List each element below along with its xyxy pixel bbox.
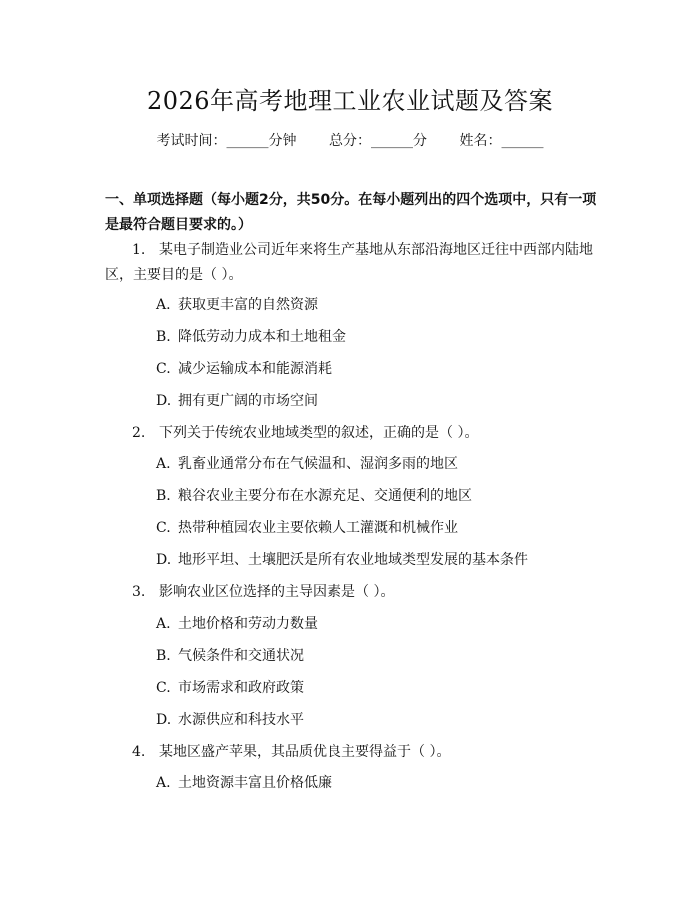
option-letter: C. xyxy=(156,680,171,696)
option-letter: A. xyxy=(156,775,171,791)
option-text: 水源供应和科技水平 xyxy=(178,712,304,728)
option-letter: A. xyxy=(156,616,171,632)
option-letter: A. xyxy=(156,456,171,472)
option-2b xyxy=(156,485,616,507)
option-2d xyxy=(156,549,616,571)
question-stem: 下列关于传统农业地域类型的叙述，正确的是（ ）。 xyxy=(159,425,479,441)
option-3c xyxy=(156,677,616,699)
option-1b xyxy=(156,326,616,348)
option-3a xyxy=(156,613,616,635)
section-heading: 一、单项选择题（每小题2分，共50分。在每小题列出的四个选项中，只有一项是最符合题目要求的。） xyxy=(105,192,597,233)
question-1 xyxy=(105,238,600,288)
option-letter: D. xyxy=(156,552,172,568)
option-letter: B. xyxy=(156,488,171,504)
option-letter: B. xyxy=(156,329,171,345)
option-text: 市场需求和政府政策 xyxy=(178,680,304,696)
option-3d xyxy=(156,709,616,731)
option-text: 获取更丰富的自然资源 xyxy=(178,297,318,313)
exam-meta-row xyxy=(0,131,700,151)
option-letter: D. xyxy=(156,393,172,409)
question-stem: 某地区盛产苹果，其品质优良主要得益于（ ）。 xyxy=(159,744,451,760)
option-text: 气候条件和交通状况 xyxy=(178,648,304,664)
option-2c xyxy=(156,517,616,539)
question-stem: 影响农业区位选择的主导因素是（ ）。 xyxy=(159,584,395,600)
question-number: 2. xyxy=(132,425,146,441)
total-score-field: 总分：______分 xyxy=(329,133,427,149)
option-1a xyxy=(156,294,616,316)
student-name-field: 姓名：______ xyxy=(459,133,544,149)
option-letter: B. xyxy=(156,648,171,664)
question-number: 3. xyxy=(132,584,146,600)
option-letter: D. xyxy=(156,712,172,728)
document-title: 2026年高考地理工业农业试题及答案 xyxy=(146,87,554,115)
option-3b xyxy=(156,645,616,667)
option-1c xyxy=(156,358,616,380)
question-4 xyxy=(105,740,600,765)
option-text: 拥有更广阔的市场空间 xyxy=(178,393,318,409)
option-letter: A. xyxy=(156,297,171,313)
option-text: 热带种植园农业主要依赖人工灌溉和机械作业 xyxy=(178,520,458,536)
option-2a xyxy=(156,453,616,475)
option-text: 乳畜业通常分布在气候温和、湿润多雨的地区 xyxy=(178,456,458,472)
question-number: 4. xyxy=(132,744,146,760)
option-text: 土地资源丰富且价格低廉 xyxy=(178,775,332,791)
option-text: 降低劳动力成本和土地租金 xyxy=(178,329,346,345)
option-text: 粮谷农业主要分布在水源充足、交通便利的地区 xyxy=(178,488,472,504)
option-text: 地形平坦、土壤肥沃是所有农业地域类型发展的基本条件 xyxy=(178,552,528,568)
option-4a xyxy=(156,772,616,794)
option-text: 减少运输成本和能源消耗 xyxy=(178,361,332,377)
option-letter: C. xyxy=(156,520,171,536)
option-text: 土地价格和劳动力数量 xyxy=(178,616,318,632)
exam-time-field: 考试时间：______分钟 xyxy=(156,133,297,149)
question-2 xyxy=(105,421,600,446)
question-3 xyxy=(105,580,600,605)
question-stem: 某电子制造业公司近年来将生产基地从东部沿海地区迁往中西部内陆地区，主要目的是（ ）。 xyxy=(105,242,593,283)
question-number: 1. xyxy=(132,242,146,258)
option-letter: C. xyxy=(156,361,171,377)
option-1d xyxy=(156,390,616,412)
